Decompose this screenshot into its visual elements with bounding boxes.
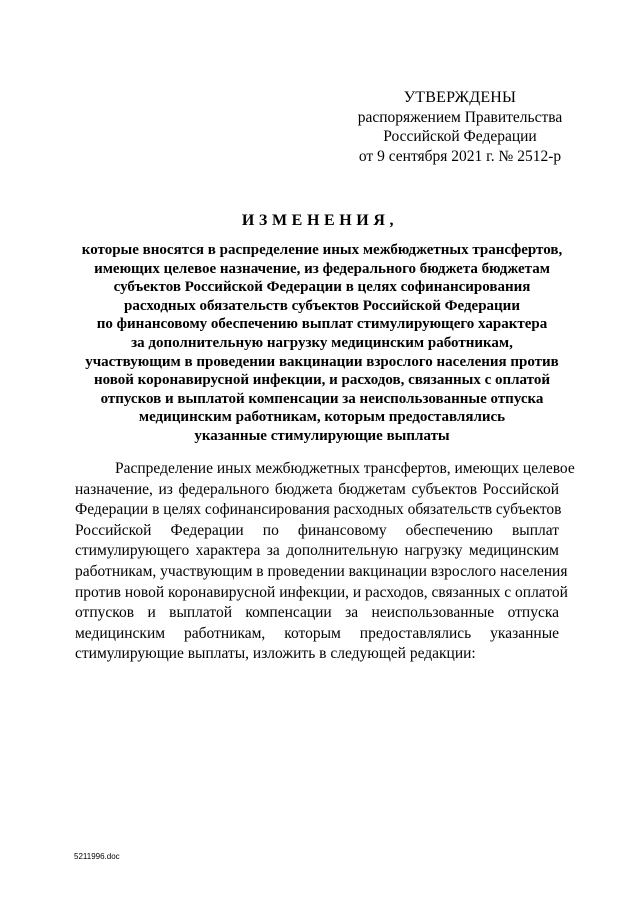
subtitle-line: медицинским работникам, которым предоставлялись <box>138 409 506 426</box>
body-line: Распределение иных межбюджетных трансфертов, имеющих целевое <box>115 460 575 477</box>
body-line: стимулирующего характера за дополнительную нагрузку медицинским <box>75 542 559 560</box>
subtitle-line: имеющих целевое назначение, из федерального бюджета бюджетам <box>94 260 550 277</box>
document-subtitle <box>62 241 582 446</box>
body-line: стимулирующие выплаты, изложить в следующей редакции: <box>75 645 476 663</box>
subtitle-line: отпусков и выплатой компенсации за неиспользованные отпуска <box>100 390 544 407</box>
body-line: медицинским работникам, которым предоставлялись указанные <box>75 624 559 642</box>
approval-line: от 9 сентября 2021 г. № 2512-р <box>358 147 562 165</box>
approval-line: распоряжением Правительства <box>357 108 563 126</box>
subtitle-line: новой коронавирусной инфекции, и расходов, связанных с оплатой <box>94 372 550 389</box>
body-line: против новой коронавирусной инфекции, и расходов, связанных с оплатой <box>75 583 568 601</box>
subtitle-line: участвующим в проведении вакцинации взрослого населения против <box>85 353 559 370</box>
body-paragraph <box>75 459 575 665</box>
subtitle-line: указанные стимулирующие выплаты <box>194 427 450 444</box>
subtitle-line: субъектов Российской Федерации в целях софинансирования <box>113 279 531 296</box>
approval-line: Российской Федерации <box>383 128 537 145</box>
body-line: назначение, из федерального бюджета бюджетам субъектов Российской <box>75 480 559 498</box>
body-line: Федерации в целях софинансирования расходных обязательств субъектов <box>75 501 562 519</box>
document-title: ИЗМЕНЕНИЯ, <box>241 212 399 229</box>
approval-stamp <box>340 88 580 166</box>
body-line: Российской Федерации по финансовому обеспечению выплат <box>75 521 559 539</box>
body-line: работникам, участвующим в проведении вакцинации взрослого населения <box>75 562 568 580</box>
file-name-footer: 5211996.doc <box>74 852 120 861</box>
subtitle-line: которые вносятся в распределение иных межбюджетных трансфертов, <box>81 242 563 258</box>
subtitle-line: по финансовому обеспечению выплат стимулирующего характера <box>96 316 548 333</box>
subtitle-line: расходных обязательств субъектов Российской Федерации <box>124 297 520 314</box>
approval-heading: УТВЕРЖДЕНЫ <box>403 89 517 106</box>
subtitle-line: за дополнительную нагрузку медицинским работникам, <box>131 334 513 351</box>
body-line: отпусков и выплатой компенсации за неиспользованные отпуска <box>75 604 559 622</box>
